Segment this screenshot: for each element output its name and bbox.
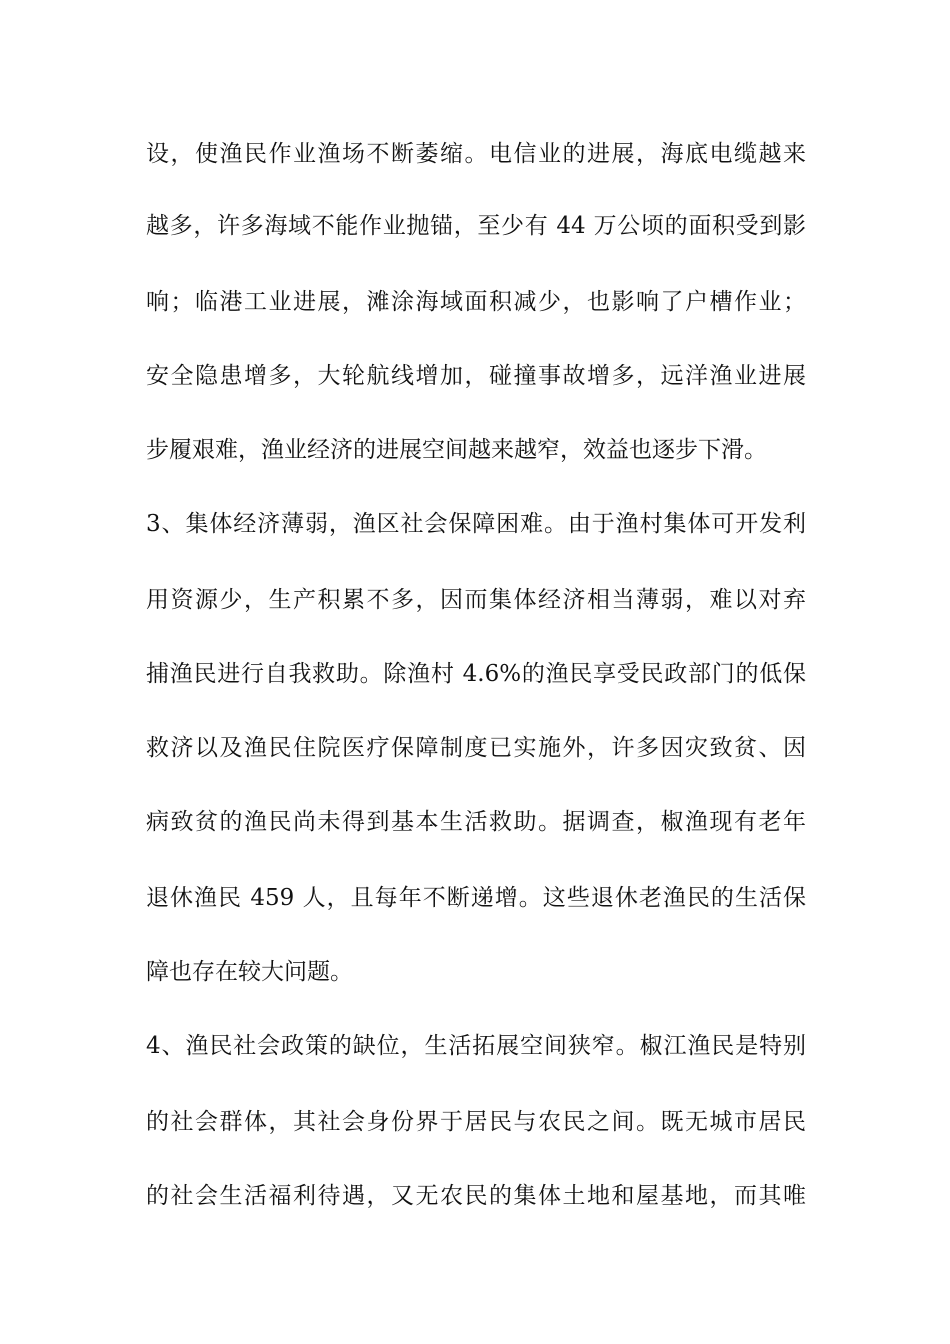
text-line-4: 安全隐患增多，大轮航线增加，碰撞事故增多，远洋渔业进展 [146, 363, 806, 389]
text-line-13: 4、渔民社会政策的缺位，生活拓展空间狭窄。椒江渔民是特别 [146, 1033, 806, 1059]
text-line-2: 越多，许多海域不能作业抛锚，至少有 44 万公顷的面积受到影 [146, 213, 806, 239]
text-line-15: 的社会生活福利待遇，又无农民的集体土地和屋基地，而其唯 [146, 1183, 806, 1209]
text-line-5: 步履艰难，渔业经济的进展空间越来越窄，效益也逐步下滑。 [146, 437, 767, 463]
text-line-1: 设，使渔民作业渔场不断萎缩。电信业的进展，海底电缆越来 [146, 141, 806, 167]
text-line-14: 的社会群体，其社会身份界于居民与农民之间。既无城市居民 [146, 1109, 806, 1135]
text-line-8: 捕渔民进行自我救助。除渔村 4.6%的渔民享受民政部门的低保 [146, 661, 806, 687]
text-line-12: 障也存在较大问题。 [146, 959, 353, 985]
text-line-3: 响；临港工业进展，滩涂海域面积减少，也影响了户槽作业； [146, 289, 806, 315]
text-line-11: 退休渔民 459 人，且每年不断递增。这些退休老渔民的生活保 [146, 885, 806, 911]
text-line-9: 救济以及渔民住院医疗保障制度已实施外，许多因灾致贫、因 [146, 735, 806, 761]
text-line-6: 3、集体经济薄弱，渔区社会保障困难。由于渔村集体可开发利 [146, 511, 806, 537]
text-line-7: 用资源少，生产积累不多，因而集体经济相当薄弱，难以对弃 [146, 587, 806, 613]
text-line-10: 病致贫的渔民尚未得到基本生活救助。据调查，椒渔现有老年 [146, 809, 806, 835]
